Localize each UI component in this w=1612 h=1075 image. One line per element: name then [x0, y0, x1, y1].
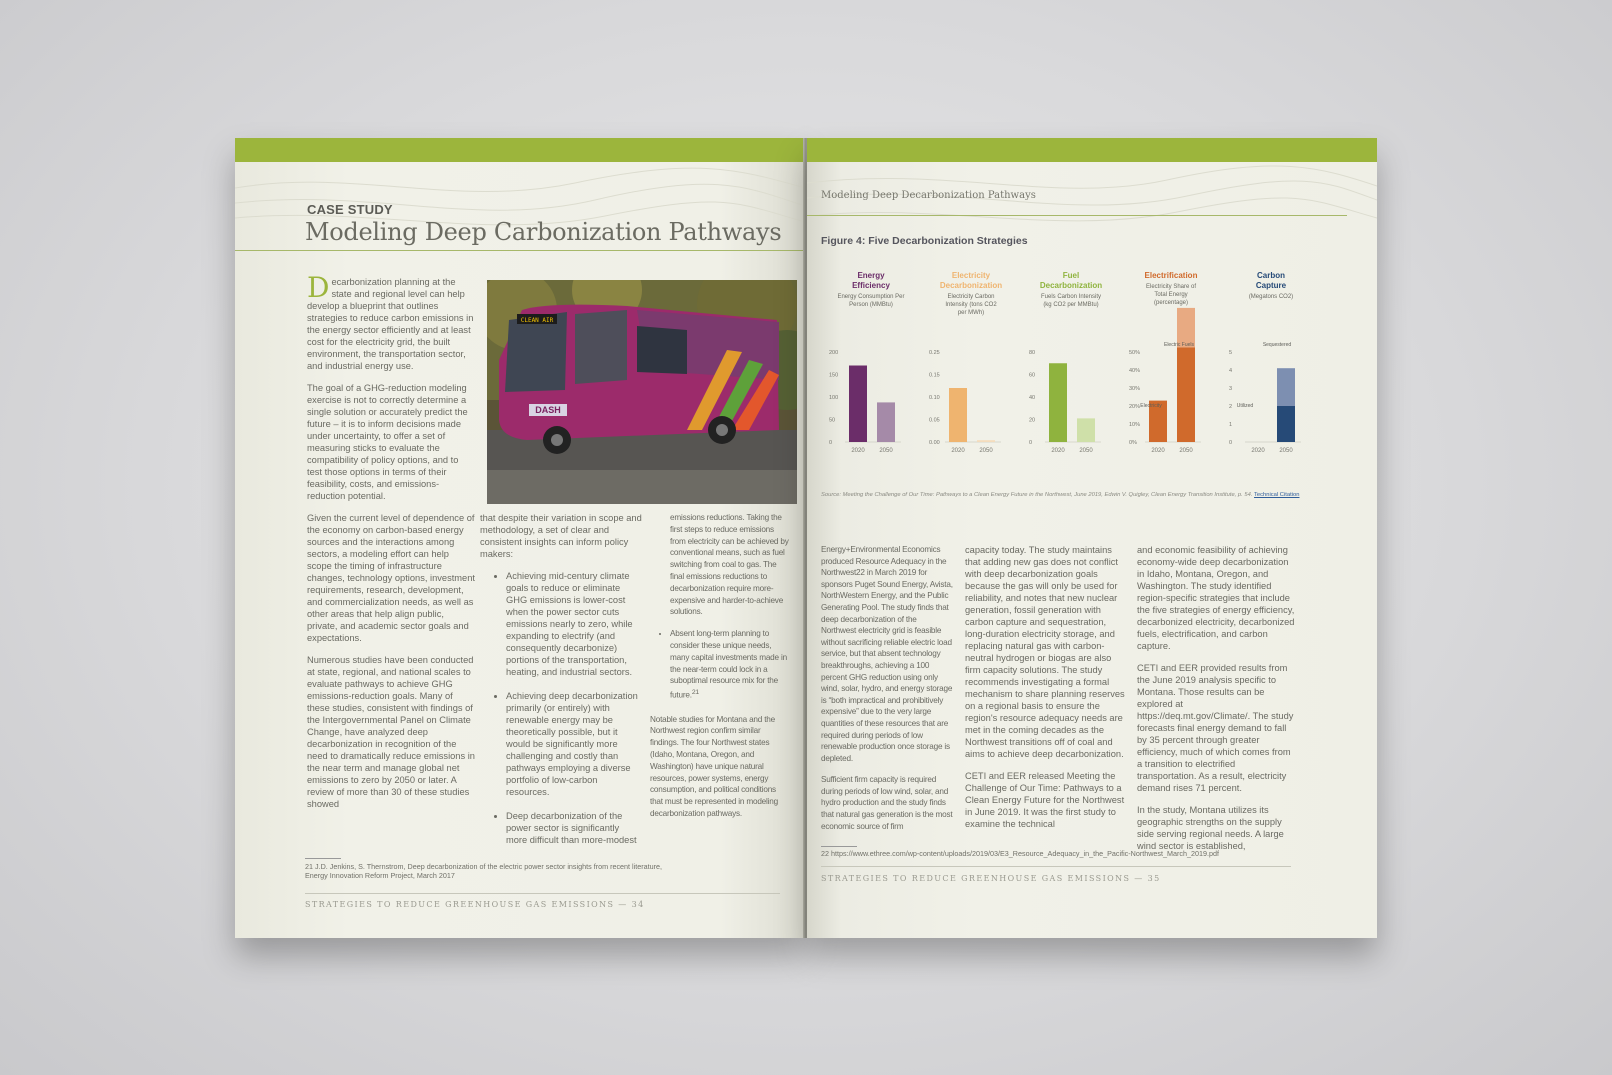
bar — [1077, 418, 1095, 442]
panel-subtitle: Total Energy — [1154, 292, 1188, 298]
footnote-rule — [305, 858, 341, 859]
panel-subtitle: (Megatons CO2) — [1248, 294, 1294, 300]
notable-studies-paragraph: Notable studies for Montana and the Northwest region confirm similar findings. The four Northwest states (Idaho, Montana, Oregon, and Washington) have unique natural resources, power systems, energy consumption, and political conditions that must be represented in modeling decarbonization pathways. — [650, 714, 778, 819]
x-tick-label: 2020 — [1251, 448, 1265, 454]
right-column-2 — [965, 544, 1125, 840]
y-tick-label: 60 — [1029, 372, 1036, 379]
x-tick-label: 2020 — [1151, 448, 1165, 454]
figure-title: Figure 4: Five Decarbonization Strategies — [821, 235, 1028, 247]
y-tick-label: 0 — [829, 440, 833, 446]
y-tick-label: 3 — [1229, 386, 1233, 392]
bar — [977, 440, 995, 442]
x-tick-label: 2020 — [951, 448, 965, 454]
footer-rule — [821, 866, 1291, 867]
source-text: Source: Meeting the Challenge of Our Time: Pathways to a Clean Energy Future in the Northwest, June 2019, Edwin V. Quigley, Clean Energy Transition Institute, p. 54. — [821, 492, 1253, 498]
title-rule — [235, 250, 805, 251]
right-column-1 — [821, 544, 953, 842]
panel-subtitle: Electricity Carbon — [947, 294, 995, 300]
paragraph-dependence: Given the current level of dependence of the economy on carbon-based energy sources and the interactions among sectors, a modeling effort can help scope the timing of infrastructure changes, technology options, investment requirements, research, development, and commercialization needs, as well as other areas that help align public, private, and academic sector goals and expectations. — [307, 513, 475, 643]
paragraph-studies: Numerous studies have been conducted at state, regional, and national scales to evaluate pathways to achieve GHG emissions-reduction goals. Many of these studies, consistent with findings of the Intergovernmental Panel on Climate Change, have analyzed deep decarbonization in recognition of the need to dramatically reduce emissions in the near term and manage global net emissions to zero by 2050 or later. A review of more than 30 of these studies showed — [307, 655, 475, 809]
page-title: Modeling Deep Carbonization Pathways — [305, 218, 782, 246]
y-tick-label: 10% — [1129, 422, 1141, 428]
y-tick-label: 200 — [829, 350, 839, 356]
header-rule — [807, 215, 1347, 216]
five-strategies-chart — [807, 266, 1377, 486]
list-item: • Achieving mid-century climate goals to reduce or eliminate GHG emissions is lower-cost when the power sector cuts emissions nearly to zero, while expanding to electrify (and consequently decarbonize) portions of the transportation, heating, and industrial sectors. — [506, 570, 642, 678]
y-tick-label: 0.05 — [929, 417, 940, 424]
insights-list — [480, 570, 642, 846]
montana-results-paragraph: CETI and EER provided results from the June 2019 analysis specific to Montana. Those results can be explored at https://deq.mt.gov/Climate/. The study forecasts final energy demand to fall by 35 percent through greater efficiency, much of which comes from a transition to electrified transportation. As a result, electricity demand rises 71 percent. — [1137, 663, 1294, 793]
running-head: Modeling Deep Decarbonization Pathways — [821, 190, 1036, 201]
panel-title: Electrification — [1144, 271, 1198, 280]
panel-subtitle: (percentage) — [1153, 300, 1189, 306]
x-tick-label: 2050 — [1279, 448, 1293, 454]
y-tick-label: 0% — [1129, 440, 1137, 446]
footnote-rule — [821, 846, 857, 847]
intro-paragraph — [307, 271, 475, 372]
left-column-3 — [650, 512, 790, 830]
y-tick-label: 0 — [1029, 440, 1033, 446]
y-tick-label: 50 — [829, 417, 836, 424]
bar — [877, 402, 895, 442]
panel-subtitle: Intensity (tons CO2 — [945, 302, 997, 308]
series-label: Electric Fuels — [1163, 342, 1195, 348]
montana-supply-paragraph: In the study, Montana utilizes its geographic strengths on the supply side serving regional needs. A large wind sector is established, — [1137, 805, 1284, 851]
y-tick-label: 0 — [1229, 440, 1233, 446]
panel-subtitle: Electricity Share of — [1145, 284, 1197, 290]
panel-title: Decarbonization — [939, 281, 1003, 290]
insights-intro: that despite their variation in scope and methodology, a set of clear and consistent insights can inform policy makers: — [480, 513, 642, 559]
bar — [1177, 348, 1195, 443]
y-tick-label: 0.10 — [929, 395, 940, 401]
panel-title: Efficiency — [852, 281, 890, 290]
series-label: Electricity — [1140, 403, 1162, 409]
ceti-release-paragraph: CETI and EER released Meeting the Challenge of Our Time: Pathways to a Clean Energy Future for the Northwest in June 2019. It was the first study to examine the technical — [965, 771, 1125, 829]
y-tick-label: 40% — [1129, 368, 1141, 374]
series-label: Sequestered — [1262, 342, 1292, 348]
paragraph-goal: The goal of a GHG-reduction modeling exercise is not to correctly determine a single solution or accurately predict the future – it is to inform decisions made under uncertainty, to offer a set of measuring sticks to evaluate the compatibility of policy options, and to test those options in terms of their feasibility, costs, and emissions-reduction potential. — [307, 383, 468, 501]
left-column-1 — [307, 271, 475, 820]
panel-title: Capture — [1255, 281, 1287, 290]
y-tick-label: 0.00 — [929, 440, 940, 446]
list-item: • Achieving deep decarbonization primarily (or entirely) with renewable energy may be theoretically possible, but it would be significantly more challenging and costly than pathways employing a diverse portfolio of low-carbon resources. — [506, 690, 642, 798]
x-tick-label: 2050 — [879, 448, 893, 454]
panel-title: Decarbonization — [1039, 281, 1103, 290]
panel-subtitle: Energy Consumption Per — [837, 294, 905, 300]
footnote-22: 22 https://www.ethree.com/wp-content/uploads/2019/03/E3_Resource_Adequacy_in_the_Pacific-Northwest_March_2019.pdf — [821, 849, 1219, 858]
bar — [1049, 363, 1067, 442]
e3-study-paragraph: Energy+Environmental Economics produced Resource Adequacy in the Northwest22 in March 2019 for sponsors Puget Sound Energy, Avista, NorthWestern Energy, and the Public Generating Pool. The study finds that deep decarbonization of the Northwest electricity grid is feasible without sacrificing reliable electric load service, but that absent technology breakthroughs, achieving a 100 percent GHG reduction using only wind, solar, hydro, and energy storage is “both impractical and prohibitively expensive” due to the very large quantities of these resources that are required during periods of low renewable production once storage is depleted. — [821, 545, 953, 763]
y-tick-label: 80 — [1029, 350, 1036, 356]
bus-brand-logo: DASH — [535, 405, 561, 415]
left-page — [235, 138, 805, 938]
bus-photo — [487, 280, 797, 504]
left-column-2 — [480, 512, 642, 858]
intro-text: ecarbonization planning at the state and regional level can help develop a blueprint that outlines strategies to reduce carbon emissions in the energy sector efficiently and at least cost for the electricity grid, the built environment, the transportation sector, and industrial energy use. — [307, 277, 474, 371]
y-tick-label: 100 — [829, 395, 839, 401]
y-tick-label: 2 — [1229, 404, 1233, 410]
footnote-ref: 21 — [691, 689, 700, 697]
right-column-3 — [1137, 544, 1297, 862]
y-tick-label: 30% — [1129, 386, 1141, 392]
page-footer: STRATEGIES TO REDUCE GREENHOUSE GAS EMISSIONS — 35 — [821, 874, 1161, 883]
panel-subtitle: Fuels Carbon Intensity — [1040, 294, 1102, 300]
panel-subtitle: Person (MMBtu) — [849, 302, 893, 308]
feasibility-paragraph: and economic feasibility of achieving economy-wide deep decarbonization in Idaho, Montana, Oregon, and Washington. The study identified region-specific strategies that include the five strategies of energy efficiency, decarbonized electricity, decarbonized fuels, electrification, and carbon capture. — [1137, 545, 1295, 651]
y-tick-label: 150 — [829, 372, 839, 379]
y-tick-label: 5 — [1229, 350, 1233, 356]
footer-rule — [305, 893, 780, 894]
figure-source — [821, 492, 1299, 498]
footnote-21: 21 J.D. Jenkins, S. Thernstrom, Deep decarbonization of the electric power sector insights from recent literature, Energy Innovation Reform Project, March 2017 — [305, 862, 663, 880]
panel-title: Fuel — [1062, 271, 1080, 280]
firm-capacity-paragraph: Sufficient firm capacity is required during periods of low wind, solar, and hydro production and the study finds that natural gas generation is the most economic source of firm — [821, 775, 953, 831]
planning-list — [650, 628, 790, 702]
y-tick-label: 20 — [1029, 417, 1036, 424]
case-study-eyebrow: CASE STUDY — [307, 202, 393, 217]
y-tick-label: 4 — [1229, 368, 1233, 374]
bar — [849, 366, 867, 443]
panel-title: Electricity — [951, 271, 991, 280]
drop-cap: D — [307, 271, 330, 304]
x-tick-label: 2020 — [851, 448, 865, 454]
capacity-paragraph: capacity today. The study maintains that adding new gas does not conflict with deep decarbonization goals because the gas will only be used for reliability, and notes that new nuclear generation, fossil generation with carbon capture and sequestration, long-duration electricity storage, and replacing natural gas with carbon-neutral hydrogen or biogas are also firm capacity solutions. The study recommends investigating a formal mechanism to share planning reserves on a regional basis to ensure the region's resource adequacy needs are met in the coming decades as the Northwest transitions off of coal and aims to achieve deep decarbonization. — [965, 545, 1125, 759]
bus-destination-sign: CLEAN AIR — [520, 317, 554, 324]
page-footer: STRATEGIES TO REDUCE GREENHOUSE GAS EMISSIONS — 34 — [305, 900, 645, 909]
series-label: Utilized — [1236, 403, 1254, 409]
bar — [949, 388, 967, 442]
y-tick-label: 40 — [1029, 395, 1036, 401]
emissions-continuation: emissions reductions. Taking the first steps to reduce emissions from electricity can be achieved by conventional means, such as fuel switching from coal to gas. The final emissions reductions to decarbonization require more-expensive and harder-to-achieve solutions. — [670, 513, 789, 617]
y-tick-label: 20% — [1129, 404, 1141, 410]
planning-bullet-text: Absent long-term planning to consider these unique needs, many capital investments made in the near-term could lock in a suboptimal resource mix for the future. — [670, 629, 787, 700]
x-tick-label: 2020 — [1051, 448, 1065, 454]
list-item: • Deep decarbonization of the power sector is significantly more difficult than more-modest — [506, 810, 642, 846]
bar — [1277, 406, 1295, 442]
bar — [1277, 368, 1295, 406]
x-tick-label: 2050 — [979, 448, 993, 454]
technical-citation-link[interactable]: Technical Citation — [1254, 492, 1300, 498]
y-tick-label: 0.15 — [929, 372, 940, 379]
panel-title: Energy — [857, 271, 885, 280]
list-item — [670, 628, 790, 702]
y-tick-label: 1 — [1229, 422, 1233, 428]
panel-subtitle: per MWh) — [957, 310, 985, 316]
right-page — [807, 138, 1377, 938]
x-tick-label: 2050 — [1179, 448, 1193, 454]
y-tick-label: 0.25 — [929, 350, 940, 356]
panel-subtitle: (kg CO2 per MMBtu) — [1043, 302, 1099, 308]
y-tick-label: 50% — [1129, 350, 1141, 356]
panel-title: Carbon — [1257, 271, 1285, 280]
x-tick-label: 2050 — [1079, 448, 1093, 454]
